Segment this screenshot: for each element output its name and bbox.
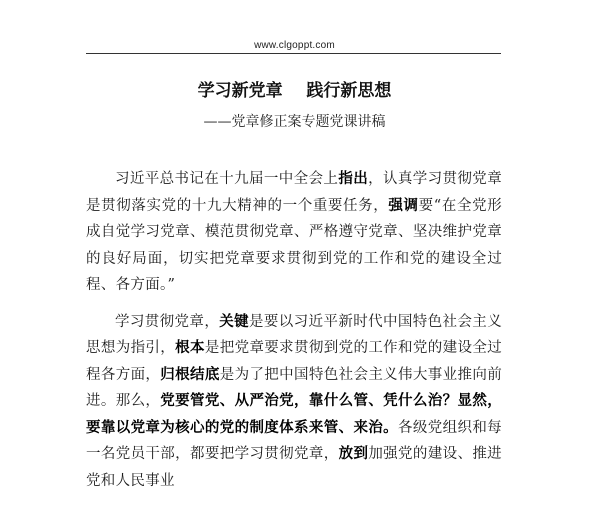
paragraph-text: ，认真学习贯彻党章是贯彻落实党的十九大精神的一个重要任务， [86, 171, 502, 214]
document-subtitle: ——党章修正案专题党课讲稿 [203, 114, 386, 130]
header-url: www.clgoppt.com [254, 40, 335, 51]
emphasis-text: 指出 [338, 171, 369, 187]
paragraph-text: 习近平总书记在十九届一中全会上 [115, 171, 339, 187]
emphasis-text: 党要管党、从严治党，靠什么管、凭什么治？显然，要靠以党章为核心的党的制度体系来管、来治。 [86, 393, 502, 436]
header-divider [86, 53, 501, 54]
paragraph-1 [86, 166, 502, 299]
emphasis-text: 强调 [388, 197, 419, 214]
paragraph-text: 学习贯彻党章， [115, 313, 220, 330]
document-body [86, 166, 502, 504]
document-title: 学习新党章 践行新思想 [197, 81, 392, 101]
emphasis-text: 关键 [219, 313, 249, 330]
paragraph-text: 要“在全党形成自觉学习党章、模范贯彻党章、严格遵守党章、坚决维护党章的良好局面，切实把党章要求贯彻到党的工作和党的建设全过程、各方面。” [86, 197, 502, 293]
paragraph-text: 各级党组织和每一名党员干部，都要把学习贯彻党章， [86, 419, 502, 462]
paragraph-text: 加强党的建设、推进党和人民事业 [86, 446, 502, 489]
emphasis-text: 放到 [338, 446, 369, 462]
paragraph-2 [86, 309, 502, 495]
paragraph-text: 是把党章要求贯彻到党的工作和党的建设全过程各方面， [86, 340, 502, 383]
paragraph-text: 是为了把中国特色社会主义伟大事业推向前进。那么， [86, 366, 502, 409]
paragraph-text: 是要以习近平新时代中国特色社会主义思想为指引， [86, 313, 502, 356]
emphasis-text: 根本 [175, 340, 205, 356]
emphasis-text: 归根结底 [160, 366, 220, 383]
